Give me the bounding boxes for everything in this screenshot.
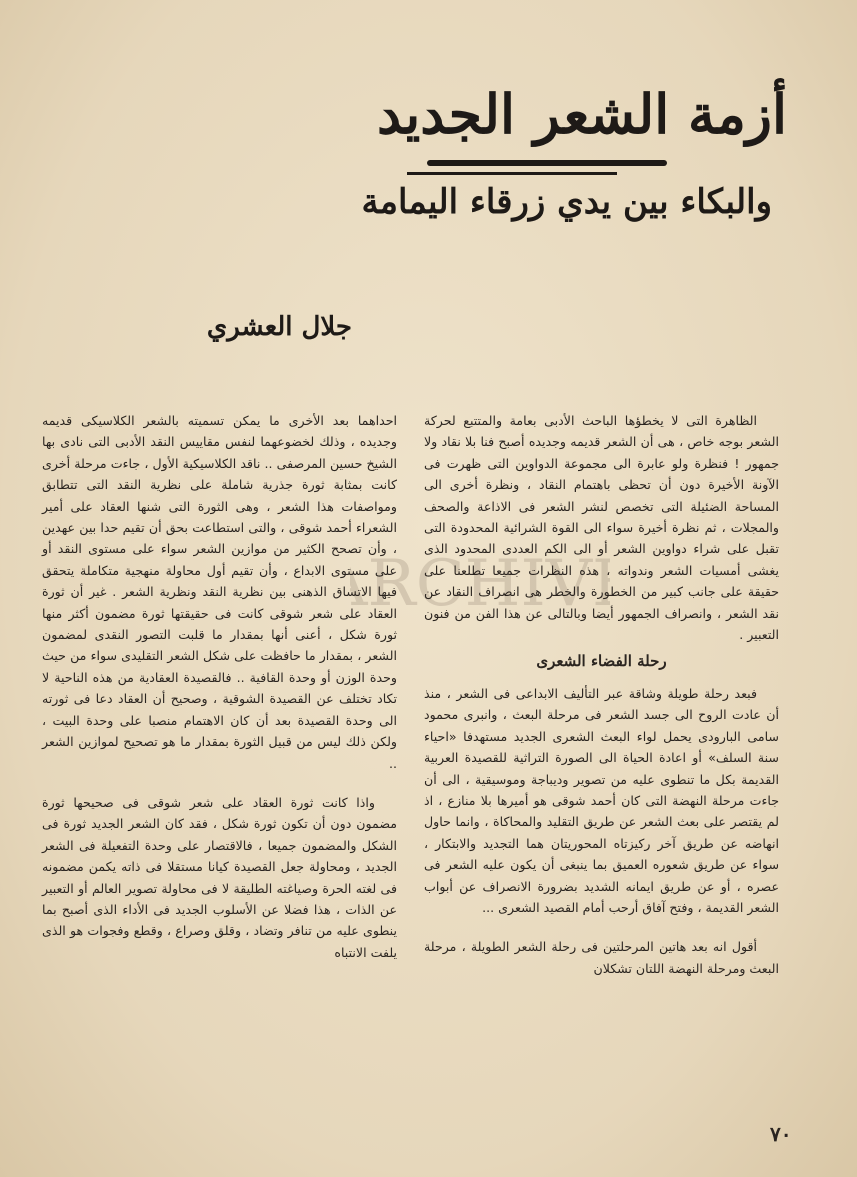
article-title: أزمة الشعر الجديد bbox=[376, 82, 787, 146]
paragraph: الظاهرة التى لا يخطؤها الباحث الأدبى بعامة والمتتبع لحركة الشعر بوجه خاص ، هى أن الشعر قديمه وجديده أصبح فنا بلا نقاد ولا جمهور ! فنظرة ولو عابرة الى مجموعة الدواوين التى ظهرت فى الآونة الأخيرة دون أن تحظى باهتمام النقاد ، ونظرة أخرى الى المساحة الضئيلة التى تخصص لنشر الشعر فى الاذاعة والصحف والمجلات ، ثم نظرة أخيرة سواء الى القوة الشرائية المحدودة التى تقبل على شراء دواوين الشعر أو الى الكم العددى المحدود الذى يغشى أمسيات الشعر وندواته ، هذه النظرات جميعا تطلعنا على حقيقة على جانب كبير من الخطورة والخطر هى انصراف النقاد عن نقد الشعر ، وانصراف الجمهور أيضا وبالتالى عن هذا الفن من فنون التعبير . bbox=[424, 413, 779, 643]
paragraph: أقول انه بعد هاتين المرحلتين فى رحلة الشعر الطويلة ، مرحلة البعث ومرحلة النهضة اللتان تشكلان bbox=[424, 939, 779, 976]
spacer bbox=[42, 778, 397, 792]
title-underline-secondary bbox=[407, 172, 617, 175]
article-subtitle: والبكاء بين يدي زرقاء اليمامة bbox=[361, 182, 772, 222]
article-column-left bbox=[42, 410, 397, 967]
page-number: ٧٠ bbox=[770, 1122, 792, 1146]
spacer bbox=[424, 922, 779, 936]
paragraph: فبعد رحلة طويلة وشاقة عبر التأليف الابداعى فى الشعر ، منذ أن عادت الروح الى جسد الشعر فى مرحلة البعث ، وانبرى محمود سامى البارودى يحمل لواء البعث الشعرى الجديد مستهدفا «احياء سنة السلف» أو اعادة الحياة الى الصورة التراثية للقصيدة العربية القديمة بكل ما تنطوى عليه من تصوير وديباجة وموسيقية ، الى أن جاءت مرحلة النهضة التى كان أحمد شوقى هو أميرها بلا منازع ، اذ لم يقتصر على بعث الشعر عن طريق التقليد والمحاكاة ، وانما حاول انهاضه عن طريق آخر ركيزتاه المحوريتان هما التجديد والابتكار ، سواء عن طريق شعوره العميق بما ينبغى أن يكون عليه الشعر فى عصره ، أو عن طريق ايمانه الشديد بضرورة الانصراف عن أبواب الشعر القديمة ، وفتح آفاق أرحب أمام القصيد الشعرى ... bbox=[424, 685, 779, 915]
author-name: جلال العشري bbox=[206, 312, 352, 342]
article-column-right bbox=[424, 410, 779, 983]
watermark-text: RCHIV bbox=[367, 547, 592, 621]
paragraph: واذا كانت ثورة العقاد على شعر شوقى فى صحيحها ثورة مضمون دون أن تكون ثورة شكل ، فقد كان الشعر الجديد ثورة فى الشكل والمضمون جميعا ، فالاقتصار على وحدة التفعيلة فى الشعر الجديد ، ومحاولة جعل القصيدة كيانا مستقلا فى ذاته يكمن مضمونه فى لغته الحرة وصياغته الطليقة لا فى محاولة تصوير العالم أو التعبير عن الذات ، هذا فضلا عن الأسلوب الجديد فى الأداء الذى أصبح بما ينطوى عليه من تنافر وتضاد ، وقلق وصراع ، وقطع وفجوات هو الذى يلفت الانتباه bbox=[42, 794, 397, 960]
paragraph: احداهما بعد الأخرى ما يمكن تسميته بالشعر الكلاسيكى قديمه وجديده ، وذلك لخضوعهما لنفس مقاييس النقد الأدبى التى نادى بها الشيخ حسين المرصفى .. ناقد الكلاسيكية الأول ، جاءت مرحلة أخرى كانت بمثابة ثورة جذرية شاملة على نظرية النقد التى تتطابق ومواصفات هذا الشعر ، وهى الثورة التى شنها العقاد على أمير الشعراء أحمد شوقى ، والتى استطاعت بحق أن تقيم حدا بين عهدين ، وأن تصحح الكثير من موازين الشعر سواء على مستوى النقد أو على مستوى الابداع ، وأن تقيم أول محاولة منهجية متكاملة يتحقق فيها الاتساق الذهنى بين نظرية النقد ونظرية الشعر . غير أن ثورة العقاد على شعر شوقى كانت فى حقيقتها ثورة مضمون أكثر منها ثورة شكل ، أعنى أنها بمقدار ما قلبت التصور النقدى لمضمون الشعر ، بمقدار ما حافظت على شكل الشعر التقليدى سواء من حيث وحدة الوزن أو وحدة القافية .. فالقصيدة العقادية من هذه الناحية لا تكاد تختلف عن القصيدة الشوقية ، وصحيح أن العقاد دعا فى ثورته الى وحدة القصيدة بعد أن كان الاهتمام منصبا على وحدة البيت ، ولكن ذلك ليس من قبيل الثورة بمقدار ما هو تصحيح لموازين الشعر .. bbox=[42, 413, 397, 771]
section-heading: رحلة الفضاء الشعرى bbox=[536, 652, 667, 671]
title-underline bbox=[427, 160, 667, 166]
